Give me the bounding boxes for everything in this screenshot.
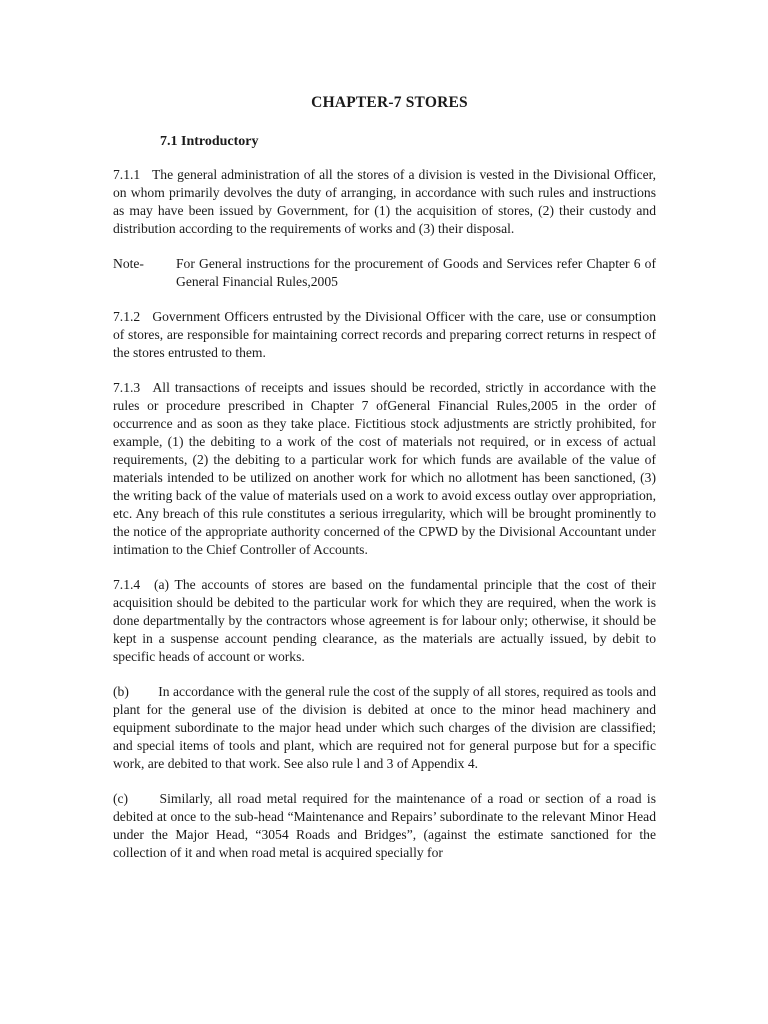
paragraph-text: Government Officers entrusted by the Divisional Officer with the care, use or consumption of stores, are responsible for maintaining correct records and preparing correct returns in respect of the stores entrusted to them. [113,309,657,360]
paragraph-number: 7.1.3 [113,380,141,395]
paragraph-text: (a) The accounts of stores are based on the fundamental principle that the cost of their acquisition should be debited to the particular work for which they are required, when the work is done departmentally by the contractors whose agreement is for labour only; otherwise, it should be kept in a suspense account pending clearance, as the materials are actually issued, by debit to specific heads of account or works. [113,577,656,664]
note-block [113,255,656,291]
paragraph-number: 7.1.1 [113,167,141,182]
note-text: For General instructions for the procurement of Goods and Services refer Chapter 6 of General Financial Rules,2005 [176,256,656,289]
paragraph-7-1-3 [113,379,656,559]
section-heading: 7.1 Introductory [160,134,259,149]
paragraph-7-1-1 [113,166,656,238]
paragraph-text: The general administration of all the stores of a division is vested in the Divisional Officer, on whom primarily devolves the duty of arranging, in accordance with such rules and instructions as may have been issued by Government, for (1) the acquisition of stores, (2) their custody and distribution according to the requirements of works and (3) their disposal. [113,167,657,236]
paragraph-text: All transactions of receipts and issues should be recorded, strictly in accordance with the rules or procedure prescribed in Chapter 7 ofGeneral Financial Rules,2005 in the order of occurrence and as soon as they take place. Fictitious stock adjustments are strictly prohibited, for example, (1) the debiting to a work of the cost of materials not required, or in excess of actual requirements, (2) the debiting to a particular work for which funds are available of the value of materials intended to be utilized on another work for which no allotment has been sanctioned, (3) the writing back of the value of materials used on a work to avoid excess outlay over appropriation, etc. Any breach of this rule constitutes a serious irregularity, which will be brought prominently to the notice of the appropriate authority concerned of the CPWD by the Divisional Accountant under intimation to the Chief Controller of Accounts. [113,380,656,557]
paragraph-text: In accordance with the general rule the cost of the supply of all stores, required as tools and plant for the general use of the division is debited at once to the minor head machinery and equipment subordinate to the major head under which such charges of the division are classified; and special items of tools and plant, which are required not for general purpose but for a specific work, are debited to that work. See also rule l and 3 of Appendix 4. [113,684,657,771]
note-label: Note- [113,256,144,271]
paragraph-7-1-4-a [113,576,656,666]
paragraph-number: (c) [113,791,129,806]
chapter-title: CHAPTER-7 STORES [311,94,468,111]
paragraph-number: 7.1.2 [113,309,141,324]
paragraph-7-1-2 [113,308,656,362]
paragraph-number: (b) [113,684,129,699]
paragraph-7-1-4-c [113,790,656,862]
paragraph-7-1-4-b [113,683,656,773]
paragraph-number: 7.1.4 [113,577,141,592]
paragraph-text: Similarly, all road metal required for the maintenance of a road or section of a road is debited at once to the sub-head “Maintenance and Repairs’ subordinate to the relevant Minor Head under the Major Head, “3054 Roads and Bridges”, (against the estimate sanctioned for the collection of it and when road metal is acquired specially for [113,791,656,860]
